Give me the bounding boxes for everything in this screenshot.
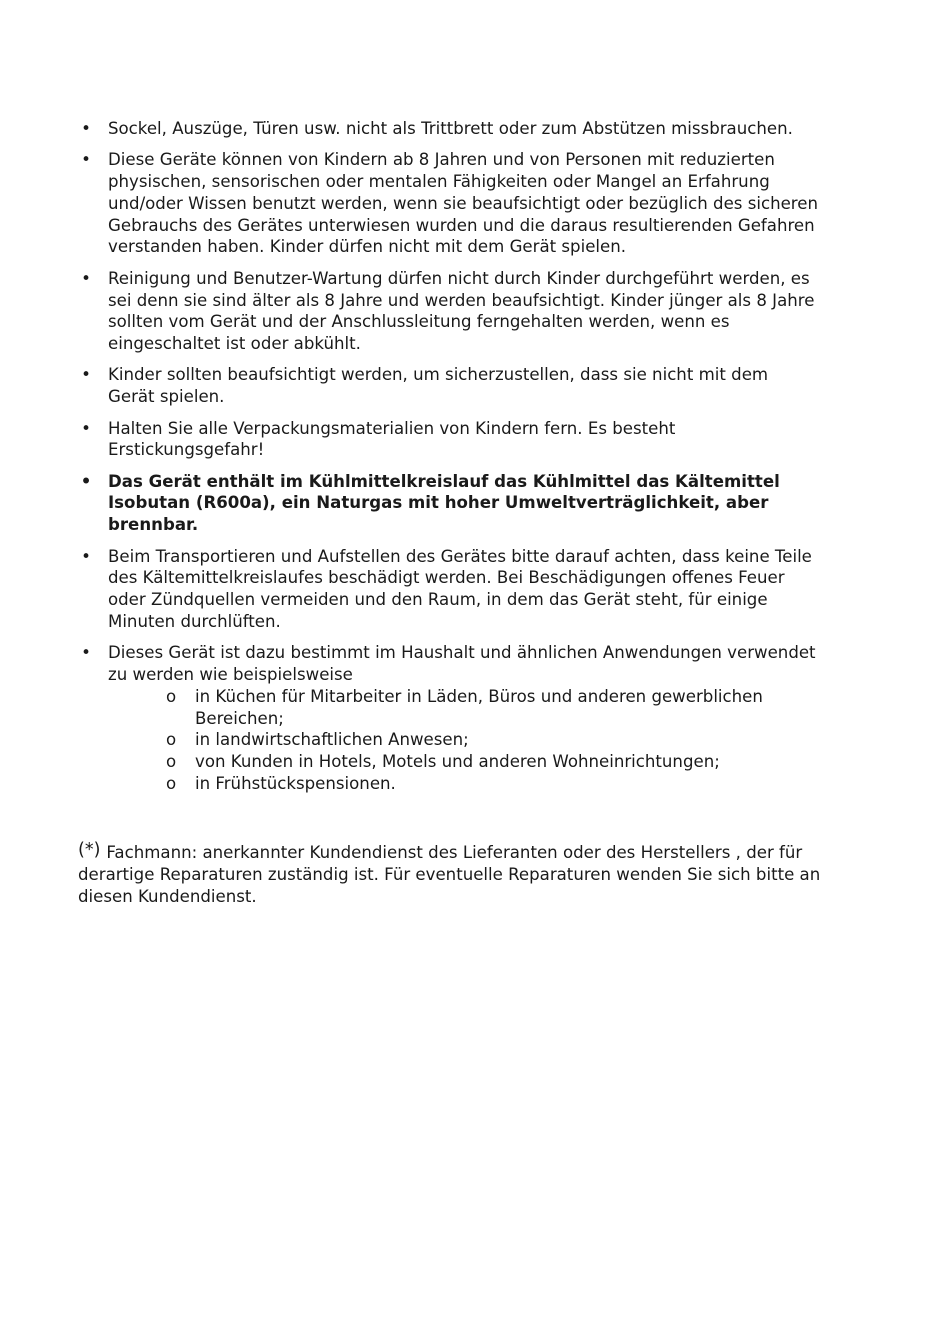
list-item-warning bbox=[78, 471, 818, 536]
list-item-text: Das Gerät enthält im Kühlmittelkreislauf das Kühlmittel das Kältemittel Isobutan (R600a), ein Naturgas mit hoher Umweltverträglichkeit, aber brennbar. bbox=[108, 471, 780, 535]
circle-bullet-icon: o bbox=[166, 774, 177, 794]
list-item-text: Sockel, Auszüge, Türen usw. nicht als Trittbrett oder zum Abstützen missbrauchen. bbox=[108, 119, 793, 138]
bullet-icon: • bbox=[81, 643, 91, 663]
list-item bbox=[78, 418, 818, 462]
footnote bbox=[78, 840, 823, 907]
footnote-text: Fachmann: anerkannter Kundendienst des Lieferanten oder des Herstellers , der für derartige Reparaturen zuständig ist. Für eventuelle Reparaturen wenden Sie sich bitte an diesen Kundendienst. bbox=[78, 843, 821, 906]
sub-list-item bbox=[108, 729, 818, 751]
list-item-text: Kinder sollten beaufsichtigt werden, um sicherzustellen, dass sie nicht mit dem Gerät spielen. bbox=[108, 365, 769, 407]
list-item-text: Reinigung und Benutzer-Wartung dürfen nicht durch Kinder durchgeführt werden, es sei denn sie sind älter als 8 Jahre und werden beaufsichtigt. Kinder jünger als 8 Jahre sollten vom Gerät und der Anschlussleitung ferngehalten werden, wenn es eingeschaltet ist oder abkühlt. bbox=[108, 268, 815, 354]
bullet-icon: • bbox=[81, 150, 91, 170]
list-item-text: Diese Geräte können von Kindern ab 8 Jahren und von Personen mit reduzierten physischen, sensorischen oder mentalen Fähigkeiten oder Mangel an Erfahrung und/oder Wissen benutzt werden, wenn sie beaufsichtigt oder bezüglich des sicheren Gebrauchs des Gerätes unterwiesen wurden und die daraus resultierenden Gefahren verstanden haben. Kinder dürfen nicht mit dem Gerät spielen. bbox=[108, 150, 818, 257]
list-item bbox=[78, 364, 818, 408]
footnote-mark: (*) bbox=[78, 840, 101, 860]
list-item-text: Halten Sie alle Verpackungsmaterialien von Kindern fern. Es besteht Erstickungsgefahr! bbox=[108, 418, 676, 460]
safety-instructions-list bbox=[78, 118, 818, 804]
list-item bbox=[78, 149, 818, 258]
bullet-icon: • bbox=[81, 418, 91, 438]
bullet-icon: • bbox=[80, 471, 92, 491]
sub-list-item-text: in Frühstückspensionen. bbox=[195, 774, 396, 794]
list-item bbox=[78, 546, 818, 633]
sub-list-item bbox=[108, 773, 818, 795]
list-item-text: Dieses Gerät ist dazu bestimmt im Haushalt und ähnlichen Anwendungen verwendet zu werden wie beispielsweise bbox=[108, 643, 816, 685]
list-item bbox=[78, 118, 818, 140]
list-item-text: Beim Transportieren und Aufstellen des Gerätes bitte darauf achten, dass keine Teile des Kältemittelkreislaufes beschädigt werden. Bei Beschädigungen offenes Feuer oder Zündquellen vermeiden und den Raum, in dem das Gerät steht, für einige Minuten durchlüften. bbox=[108, 546, 812, 631]
circle-bullet-icon: o bbox=[166, 730, 177, 750]
list-item bbox=[78, 642, 818, 795]
sub-list-item bbox=[108, 686, 818, 730]
sub-list-item-text: in landwirtschaftlichen Anwesen; bbox=[195, 730, 469, 750]
usage-examples-list bbox=[108, 686, 818, 795]
bullet-icon: • bbox=[81, 119, 91, 138]
sub-list-item-text: in Küchen für Mitarbeiter in Läden, Büros und anderen gewerblichen Bereichen; bbox=[195, 686, 763, 728]
bullet-icon: • bbox=[81, 268, 91, 288]
circle-bullet-icon: o bbox=[166, 686, 177, 706]
circle-bullet-icon: o bbox=[166, 752, 177, 772]
list-item bbox=[78, 268, 818, 355]
bullet-icon: • bbox=[81, 365, 91, 385]
sub-list-item bbox=[108, 751, 818, 773]
sub-list-item-text: von Kunden in Hotels, Motels und anderen Wohneinrichtungen; bbox=[195, 752, 720, 772]
bullet-icon: • bbox=[81, 546, 91, 566]
